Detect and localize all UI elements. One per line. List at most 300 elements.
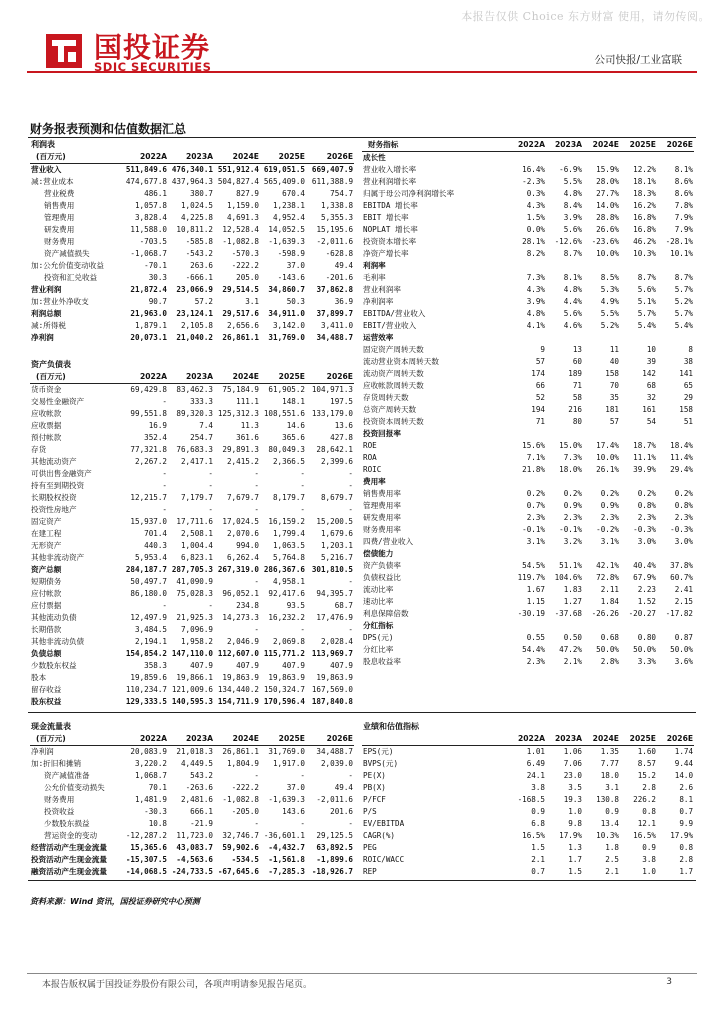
ratio-row-value: 67.9% xyxy=(633,573,656,582)
balance-row xyxy=(30,516,354,528)
balance-row-value: 134,440.2 xyxy=(217,685,259,694)
income-row-value: 1,159.0 xyxy=(226,201,259,210)
valuation-row xyxy=(362,818,694,830)
income-row-value: 486.1 xyxy=(144,189,167,198)
balance-row xyxy=(30,432,354,444)
ratio-row-value: 174 xyxy=(531,369,545,378)
balance-row-label: 应收帐款 xyxy=(31,409,62,418)
balance-row-value: 187,840.8 xyxy=(311,697,353,706)
valuation-row-label: P/FCF xyxy=(363,795,386,804)
ratio-row-value: 11.4% xyxy=(670,453,693,462)
cashflow-header-row xyxy=(30,733,354,746)
balance-row-value: 154,854.2 xyxy=(125,649,167,658)
ratio-row-value: 8.7% xyxy=(637,273,656,282)
ratio-group-name: 成长性 xyxy=(363,153,386,162)
balance-row-value: 2,028.4 xyxy=(320,637,353,646)
income-row-label: 销售费用 xyxy=(44,201,75,210)
income-section xyxy=(30,139,354,151)
ratio-row-value: 3.0% xyxy=(637,537,656,546)
ratio-row-value: 4.9% xyxy=(600,297,619,306)
income-row xyxy=(30,188,354,200)
cashflow-row-value: 1,804.9 xyxy=(226,759,259,768)
ratio-row-value: 141 xyxy=(679,369,693,378)
balance-row-label: 货币资金 xyxy=(31,385,62,394)
ratio-row-value: 13 xyxy=(572,345,582,354)
cashflow-row-value: -222.2 xyxy=(231,783,259,792)
ratio-row-value: 0.2% xyxy=(674,489,693,498)
balance-row-value: 440.3 xyxy=(144,541,167,550)
ratio-row-label: 流动营业资本周转天数 xyxy=(363,357,439,366)
ratio-row-label: 负债权益比 xyxy=(363,573,401,582)
cashflow-row xyxy=(30,758,354,770)
valuation-row-value: 0.9 xyxy=(642,843,656,852)
ratio-row-value: 15.0% xyxy=(559,441,582,450)
balance-row-value: - xyxy=(208,481,213,490)
balance-row-value: - xyxy=(300,625,305,634)
ratio-group-name: 偿债能力 xyxy=(363,549,394,558)
balance-row-value: 99,551.8 xyxy=(130,409,167,418)
balance-row-value: 407.9 xyxy=(330,661,353,670)
ratio-row-value: 3.6% xyxy=(674,657,693,666)
ratio-row-label: 研发费用率 xyxy=(363,513,401,522)
balance-row-value: 2,194.1 xyxy=(134,637,167,646)
income-row-value: 474,677.8 xyxy=(125,177,167,186)
balance-row-value: 19,863.9 xyxy=(316,673,353,682)
ratio-row-value: 58 xyxy=(572,393,582,402)
balance-row-value: 197.5 xyxy=(330,397,353,406)
financial-ratios-table xyxy=(362,139,694,668)
ratio-row-value: 5.2% xyxy=(600,321,619,330)
balance-row-label: 应付帐款 xyxy=(31,589,62,598)
balance-row-value: 29,891.3 xyxy=(222,445,259,454)
income-row-value: 23,066.9 xyxy=(176,285,213,294)
ratio-row xyxy=(362,284,694,296)
balance-sheet-table xyxy=(30,359,354,708)
balance-row-value: 19,863.9 xyxy=(268,673,305,682)
income-row-label: 投资和汇兑收益 xyxy=(44,273,98,282)
income-row-value: 670.4 xyxy=(282,189,305,198)
ratio-row-value: 29 xyxy=(683,393,693,402)
balance-row-value: 111.1 xyxy=(236,397,259,406)
ratio-row-label: 分红比率 xyxy=(363,645,394,654)
ratio-row-value: 1.52 xyxy=(637,597,656,606)
valuation-row-value: 16.5% xyxy=(633,831,656,840)
balance-row-value: 125,312.3 xyxy=(217,409,259,418)
balance-row-value: 6,262.4 xyxy=(226,553,259,562)
balance-row xyxy=(30,492,354,504)
valuation-header-row xyxy=(362,733,694,746)
ratio-group-heading xyxy=(362,332,694,344)
balance-row-value: 254.7 xyxy=(190,433,213,442)
cashflow-year-2024E: 2024E xyxy=(214,733,260,746)
valuation-row xyxy=(362,854,694,866)
valuation-row-value: 1.0 xyxy=(568,807,582,816)
ratio-group-name: 分红指标 xyxy=(363,621,394,630)
balance-row-label: 无形资产 xyxy=(31,541,62,550)
cashflow-row-value: -18,926.7 xyxy=(311,867,353,876)
ratio-row-label: 营业收入增长率 xyxy=(363,165,417,174)
income-row-value: -1,639.3 xyxy=(268,237,305,246)
valuation-row-value: 12.1 xyxy=(637,819,656,828)
ratio-row-label: 流动资产周转天数 xyxy=(363,369,424,378)
ratio-row-value: 47.2% xyxy=(559,645,582,654)
cashflow-row-value: 1,481.9 xyxy=(134,795,167,804)
ratio-row-value: -0.3% xyxy=(670,525,693,534)
ratio-row xyxy=(362,176,694,188)
ratio-row-value: 54.5% xyxy=(522,561,545,570)
valuation-row-value: 1.5 xyxy=(531,843,545,852)
ratio-row xyxy=(362,464,694,476)
table-bottom-rule xyxy=(28,880,696,881)
ratio-group-name: 运营效率 xyxy=(363,333,394,342)
ratio-row-value: 18.1% xyxy=(633,177,656,186)
ratio-row-value: -23.6% xyxy=(591,237,619,246)
valuation-row-value: 8.1 xyxy=(679,795,694,804)
valuation-row-value: 7.77 xyxy=(600,759,619,768)
valuation-row-label: BVPS(元) xyxy=(363,759,399,768)
valuation-row-label: EPS(元) xyxy=(363,747,394,756)
balance-row-value: 108,551.6 xyxy=(263,409,305,418)
ratio-row-label: 投资资本周转天数 xyxy=(363,417,424,426)
income-row-label: 财务费用 xyxy=(44,237,75,246)
income-row xyxy=(30,332,354,344)
ratio-row xyxy=(362,656,694,668)
balance-row-value: 358.3 xyxy=(144,661,167,670)
ratio-row-label: 净利润率 xyxy=(363,297,394,306)
income-row-value: 669,407.9 xyxy=(311,165,354,174)
income-row-value: 437,964.3 xyxy=(171,177,213,186)
valuation-row xyxy=(362,866,694,878)
cashflow-row-value: -1,639.3 xyxy=(268,795,305,804)
cashflow-row-value: - xyxy=(348,771,353,780)
cashflow-row-value: 32,746.7 xyxy=(222,831,259,840)
income-row-label: 资产减值损失 xyxy=(44,249,90,258)
cashflow-section-title: 现金流量表 xyxy=(31,722,71,731)
ratio-row-value: 10.1% xyxy=(670,249,693,258)
balance-row-value: 14,273.3 xyxy=(222,613,259,622)
valuation-row-value: 10.3% xyxy=(596,831,619,840)
valuation-row-value: 226.2 xyxy=(633,795,656,804)
balance-row-value: - xyxy=(254,505,259,514)
ratio-row-label: DPS(元) xyxy=(363,633,394,642)
balance-row-value: - xyxy=(254,577,259,586)
balance-row-value: 1,063.5 xyxy=(272,541,305,550)
income-row-value: 49.4 xyxy=(334,261,354,270)
ratio-row-value: 1.5% xyxy=(526,213,545,222)
ratio-row xyxy=(362,572,694,584)
cashflow-row-value: 2,039.0 xyxy=(320,759,353,768)
income-row xyxy=(30,284,354,296)
valuation-header-blank xyxy=(362,733,510,746)
balance-row xyxy=(30,612,354,624)
valuation-row-value: 6.49 xyxy=(526,759,545,768)
page-title: 财务报表预测和估值数据汇总 xyxy=(30,122,187,136)
ratio-row-value: 50.0% xyxy=(596,645,619,654)
cashflow-row-value: 43,083.7 xyxy=(176,843,213,852)
balance-row xyxy=(30,660,354,672)
ratio-row-value: 15.9% xyxy=(596,165,619,174)
balance-row-value: 7,679.7 xyxy=(226,493,259,502)
balance-row-value: 115,771.2 xyxy=(263,649,305,658)
ratios-year-2025E: 2025E xyxy=(620,139,657,152)
ratios-year-2024E: 2024E xyxy=(583,139,620,152)
balance-row-value: 68.7 xyxy=(334,601,353,610)
ratio-row-value: 7.3% xyxy=(526,273,545,282)
ratio-row-value: 80 xyxy=(572,417,582,426)
balance-row-value: 140,595.3 xyxy=(171,697,213,706)
income-row-value: 34,860.7 xyxy=(268,285,305,294)
ratio-row xyxy=(362,440,694,452)
ratio-row-value: 8.7% xyxy=(674,273,693,282)
balance-row xyxy=(30,576,354,588)
income-row xyxy=(30,248,354,260)
income-year-2025E: 2025E xyxy=(260,151,306,164)
income-row-value: 511,849.6 xyxy=(125,165,167,174)
valuation-row-value: 0.7 xyxy=(679,807,694,816)
income-row-value: 34,488.7 xyxy=(316,333,354,342)
ratio-row-value: 2.15 xyxy=(674,597,693,606)
valuation-row xyxy=(362,770,694,782)
balance-row-value: 15,937.0 xyxy=(130,517,167,526)
income-row-label: 营业利润 xyxy=(31,285,62,294)
income-row-value: 2,105.8 xyxy=(180,321,213,330)
income-row-value: 619,051.5 xyxy=(263,165,305,174)
ratio-row-value: 10.0% xyxy=(596,453,619,462)
balance-row-value: 1,799.4 xyxy=(272,529,305,538)
balance-row-value: 112,607.0 xyxy=(217,649,259,658)
ratio-row-label: 固定资产周转天数 xyxy=(363,345,424,354)
ratio-row-value: 161 xyxy=(642,405,656,414)
balance-row-value: 1,203.1 xyxy=(320,541,353,550)
ratio-row-value: 26.1% xyxy=(596,465,619,474)
income-row xyxy=(30,200,354,212)
valuation-row-value: 3.8 xyxy=(531,783,545,792)
income-row xyxy=(30,236,354,248)
footer-disclaimer: 本报告版权属于国投证券股份有限公司，各项声明请参见报告尾页。 xyxy=(42,980,313,990)
balance-row-value: 28,642.1 xyxy=(316,445,353,454)
balance-row xyxy=(30,636,354,648)
ratio-row-label: 营业利润增长率 xyxy=(363,177,417,186)
balance-row-value: 147,110.0 xyxy=(171,649,213,658)
ratio-row-value: 5.5% xyxy=(563,177,582,186)
balance-row-value: - xyxy=(208,505,213,514)
balance-row-value: 17,024.5 xyxy=(222,517,259,526)
balance-row-label: 少数股东权益 xyxy=(31,661,77,670)
balance-row-value: 110,234.7 xyxy=(125,685,167,694)
income-row-label: 利润总额 xyxy=(31,309,62,318)
ratio-row-value: 28.1% xyxy=(522,237,545,246)
ratio-row-value: 4.8% xyxy=(563,285,582,294)
ratio-row-value: 1.84 xyxy=(600,597,619,606)
income-row-value: -585.8 xyxy=(185,237,213,246)
ratio-row-value: 3.1% xyxy=(600,537,619,546)
income-section-title: 利润表 xyxy=(31,140,55,149)
cashflow-row-value: -7,285.3 xyxy=(268,867,305,876)
ratio-row-value: 1.15 xyxy=(526,597,545,606)
balance-row-value: 284,187.7 xyxy=(125,565,167,574)
income-row-value: 31,769.0 xyxy=(268,333,305,342)
valuation-row-value: 1.8 xyxy=(605,843,619,852)
balance-row-value: 7,096.9 xyxy=(180,625,213,634)
income-year-2026E: 2026E xyxy=(306,151,354,164)
cashflow-row-value: - xyxy=(300,819,305,828)
income-year-2022A: 2022A xyxy=(122,151,168,164)
cashflow-row-label: 营运资金的变动 xyxy=(44,831,98,840)
balance-section xyxy=(30,359,354,371)
valuation-year-2024E: 2024E xyxy=(583,733,620,746)
cashflow-row-label: 经营活动产生现金流量 xyxy=(31,843,107,852)
valuation-section xyxy=(362,721,694,733)
balance-row-value: - xyxy=(348,577,353,586)
ratio-row xyxy=(362,608,694,620)
income-row-value: 504,827.4 xyxy=(217,177,259,186)
balance-row-value: 4,958.1 xyxy=(272,577,305,586)
ratio-row-value: 11 xyxy=(609,345,619,354)
balance-row-value: 76,683.3 xyxy=(176,445,213,454)
cashflow-row-value: 21,018.3 xyxy=(176,747,213,756)
cash-flow-table xyxy=(30,721,354,878)
income-row-value: 37.0 xyxy=(286,261,305,270)
ratio-row-value: 2.3% xyxy=(526,513,545,522)
balance-row-value: 994.0 xyxy=(236,541,259,550)
income-row-label: 加:营业外净收支 xyxy=(31,297,89,306)
cashflow-row-value: - xyxy=(300,771,305,780)
balance-row-value: 77,321.8 xyxy=(130,445,167,454)
income-row-label: 营业收入 xyxy=(31,165,62,174)
ratio-row xyxy=(362,224,694,236)
income-row-value: 3,828.4 xyxy=(134,213,167,222)
ratio-row-value: 18.3% xyxy=(633,189,656,198)
balance-row-value: 19,866.1 xyxy=(176,673,213,682)
valuation-row-value: 1.5 xyxy=(568,867,582,876)
ratio-row-value: 4.3% xyxy=(526,201,545,210)
ratio-row-value: 3.9% xyxy=(563,213,582,222)
sdic-logo-icon xyxy=(42,28,86,72)
balance-row-value: 75,184.9 xyxy=(222,385,259,394)
balance-row xyxy=(30,672,354,684)
balance-row-value: 17,476.9 xyxy=(316,613,353,622)
cashflow-row xyxy=(30,794,354,806)
balance-row-value: 17,711.6 xyxy=(176,517,213,526)
ratio-row-value: 7.1% xyxy=(526,453,545,462)
balance-section-title: 资产负债表 xyxy=(31,360,71,369)
watermark: 本报告仅供 Choice 东方财富 使用，请勿传阅。 xyxy=(461,10,710,23)
balance-row-value: - xyxy=(300,481,305,490)
balance-row-value: 2,046.9 xyxy=(226,637,259,646)
valuation-row-label: PB(X) xyxy=(363,783,386,792)
cashflow-row-value: -36,601.1 xyxy=(263,831,305,840)
valuation-year-2023A: 2023A xyxy=(546,733,583,746)
valuation-row-value: 2.1 xyxy=(531,855,545,864)
ratio-row-label: NOPLAT 增长率 xyxy=(363,225,418,234)
ratio-row-value: 5.4% xyxy=(637,321,656,330)
ratio-row-value: 2.3% xyxy=(526,657,545,666)
income-row-value: 21,872.4 xyxy=(130,285,167,294)
balance-row-value: - xyxy=(348,625,353,634)
valuation-row-value: 1.7 xyxy=(568,855,582,864)
balance-row-value: 427.8 xyxy=(330,433,353,442)
cashflow-row-label: 资产减值准备 xyxy=(44,771,90,780)
balance-row-value: 2,415.2 xyxy=(226,457,259,466)
income-row-value: 205.0 xyxy=(236,273,259,282)
income-year-2024E: 2024E xyxy=(214,151,260,164)
cashflow-row xyxy=(30,830,354,842)
ratios-header-row xyxy=(362,139,694,152)
ratio-row-value: 71 xyxy=(572,381,582,390)
income-row xyxy=(30,320,354,332)
ratio-row-value: 10 xyxy=(646,345,656,354)
income-row-value: 611,388.9 xyxy=(311,177,354,186)
ratio-row-value: 68 xyxy=(646,381,656,390)
income-row-value: 12,528.4 xyxy=(222,225,259,234)
income-row-label: 管理费用 xyxy=(44,213,75,222)
balance-row-value: 96,052.1 xyxy=(222,589,259,598)
ratio-row-value: -2.3% xyxy=(522,177,545,186)
ratio-group-name: 投资回报率 xyxy=(363,429,401,438)
balance-row xyxy=(30,540,354,552)
cashflow-row-value: -14,068.5 xyxy=(125,867,167,876)
income-row-label: 加:公允价值变动收益 xyxy=(31,261,104,270)
cashflow-row-value: 49.4 xyxy=(334,783,353,792)
valuation-row-value: 2.8 xyxy=(679,855,694,864)
balance-row-value: 5,216.7 xyxy=(320,553,353,562)
ratio-row-value: 60.7% xyxy=(670,573,693,582)
valuation-row-value: 0.8 xyxy=(679,843,694,852)
header-divider xyxy=(27,71,697,73)
ratio-row-value: 0.7% xyxy=(526,501,545,510)
ratio-row-value: 18.7% xyxy=(633,441,656,450)
ratio-row xyxy=(362,560,694,572)
income-row-label: 减:营业成本 xyxy=(31,177,74,186)
ratio-row-label: 四费/营业收入 xyxy=(363,537,414,546)
balance-row-value: 19,863.9 xyxy=(222,673,259,682)
cashflow-row-value: -1,899.6 xyxy=(316,855,353,864)
balance-row-value: 133,179.0 xyxy=(311,409,353,418)
income-row-value: 37,899.7 xyxy=(316,309,354,318)
balance-row-value: 352.4 xyxy=(144,433,167,442)
income-row-label: 研发费用 xyxy=(44,225,75,234)
ratio-row-value: 4.3% xyxy=(526,285,545,294)
balance-year-2025E: 2025E xyxy=(260,371,306,384)
balance-row-value: 7,179.7 xyxy=(180,493,213,502)
balance-row xyxy=(30,480,354,492)
ratio-row-value: 27.7% xyxy=(596,189,619,198)
income-row-value: 1,057.8 xyxy=(134,201,167,210)
balance-row-value: 365.6 xyxy=(282,433,305,442)
ratio-row xyxy=(362,584,694,596)
ratio-row-value: 42.1% xyxy=(596,561,619,570)
balance-row xyxy=(30,468,354,480)
cashflow-row-value: -4,563.6 xyxy=(176,855,213,864)
ratio-row xyxy=(362,320,694,332)
balance-row-value: 1,958.2 xyxy=(180,637,213,646)
ratio-row-label: ROA xyxy=(363,453,377,462)
valuation-row-value: 2.6 xyxy=(679,783,694,792)
ratio-row-value: 2.11 xyxy=(600,585,619,594)
title-divider xyxy=(28,137,696,138)
ratio-row-label: 销售费用率 xyxy=(363,489,401,498)
income-row-value: 50.3 xyxy=(286,297,305,306)
income-row xyxy=(30,224,354,236)
valuation-row-label: P/S xyxy=(363,807,377,816)
balance-row-value: - xyxy=(348,481,353,490)
balance-row-value: 301,810.5 xyxy=(311,565,353,574)
income-row-value: 3,142.0 xyxy=(272,321,305,330)
balance-row-value: 407.9 xyxy=(190,661,213,670)
balance-row xyxy=(30,444,354,456)
income-header-row xyxy=(30,151,354,164)
balance-row-label: 在建工程 xyxy=(31,529,62,538)
